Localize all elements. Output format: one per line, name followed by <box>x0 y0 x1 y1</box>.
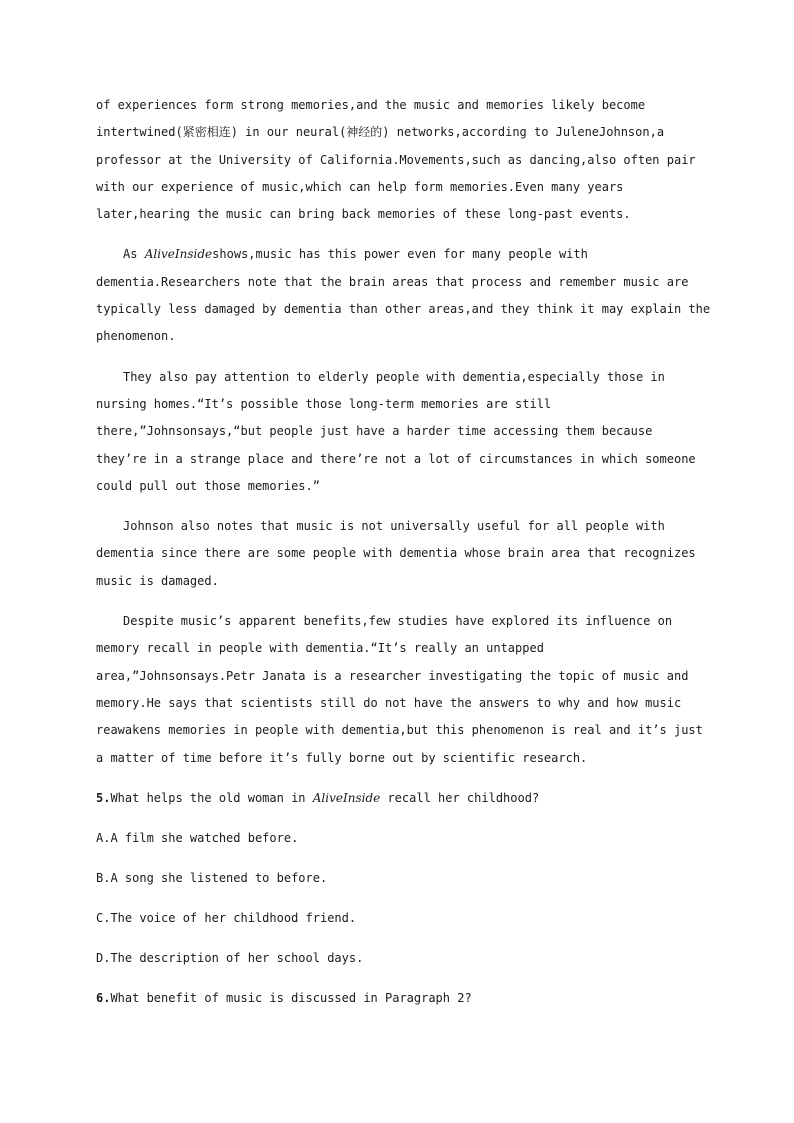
text-line: intertwined(紧密相连) in our neural(神经的) networks,according to JuleneJohnson,a <box>96 125 665 140</box>
text-line: of experiences form strong memories,and the music and memories likely become <box>96 98 646 112</box>
paragraph-5 <box>96 608 703 772</box>
question-text: What helps the old woman in <box>110 790 313 805</box>
film-title: AliveInside <box>144 247 213 262</box>
text-fragment: As <box>123 247 145 262</box>
text-line: They also pay attention to elderly people with dementia,especially those in <box>123 369 665 384</box>
text-line: Johnson also notes that music is not universally useful for all people with <box>123 519 665 534</box>
question-number: 5. <box>96 790 111 805</box>
question-5 <box>96 785 696 812</box>
text-line: area,”Johnsonsays.Petr Janata is a researcher investigating the topic of music and <box>96 668 689 683</box>
text-line: with our experience of music,which can help form memories.Even many years <box>96 179 624 194</box>
text-line: reawakens memories in people with dementia,but this phenomenon is real and it’s just <box>96 723 703 738</box>
question-6 <box>96 985 696 1012</box>
question-text: recall her childhood? <box>380 790 540 805</box>
text-line: later,hearing the music can bring back memories of these long-past events. <box>96 207 631 222</box>
option-d: D.The description of her school days. <box>96 950 364 965</box>
film-title: AliveInside <box>312 790 381 805</box>
text-line: professor at the University of California.Movements,such as dancing,also often pair <box>96 152 696 167</box>
option-c: C.The voice of her childhood friend. <box>96 910 357 925</box>
paragraph-2 <box>96 241 711 350</box>
text-line: could pull out those memories.” <box>96 478 320 493</box>
text-line: dementia since there are some people with dementia whose brain area that recognizes <box>96 546 696 561</box>
paragraph-4 <box>96 513 696 595</box>
question-number: 6. <box>96 990 111 1005</box>
paragraph-3 <box>96 364 696 500</box>
text-line: music is damaged. <box>96 573 219 588</box>
paragraph-1 <box>96 92 696 228</box>
text-line: a matter of time before it’s fully borne out by scientific research. <box>96 750 588 765</box>
text-line: nursing homes.“It’s possible those long-term memories are still <box>96 396 552 411</box>
text-fragment: shows,music has this power even for many people with <box>212 247 588 262</box>
text-line: there,”Johnsonsays,“but people just have a harder time accessing them because <box>96 424 653 439</box>
text-line: memory.He says that scientists still do not have the answers to why and how music <box>96 695 682 710</box>
question-text: What benefit of music is discussed in Paragraph 2? <box>110 990 472 1005</box>
text-line: Despite music’s apparent benefits,few studies have explored its influence on <box>123 614 673 629</box>
text-line: memory recall in people with dementia.“It’s really an untapped <box>96 641 544 656</box>
document-page <box>96 92 711 1025</box>
text-line: dementia.Researchers note that the brain areas that process and remember music are <box>96 274 689 289</box>
text-line: typically less damaged by dementia than other areas,and they think it may explain the <box>96 302 711 317</box>
option-a: A.A film she watched before. <box>96 830 299 845</box>
text-line <box>96 241 696 268</box>
text-line: they’re in a strange place and there’re not a lot of circumstances in which someone <box>96 451 696 466</box>
option-b: B.A song she listened to before. <box>96 870 328 885</box>
text-line: phenomenon. <box>96 329 176 344</box>
